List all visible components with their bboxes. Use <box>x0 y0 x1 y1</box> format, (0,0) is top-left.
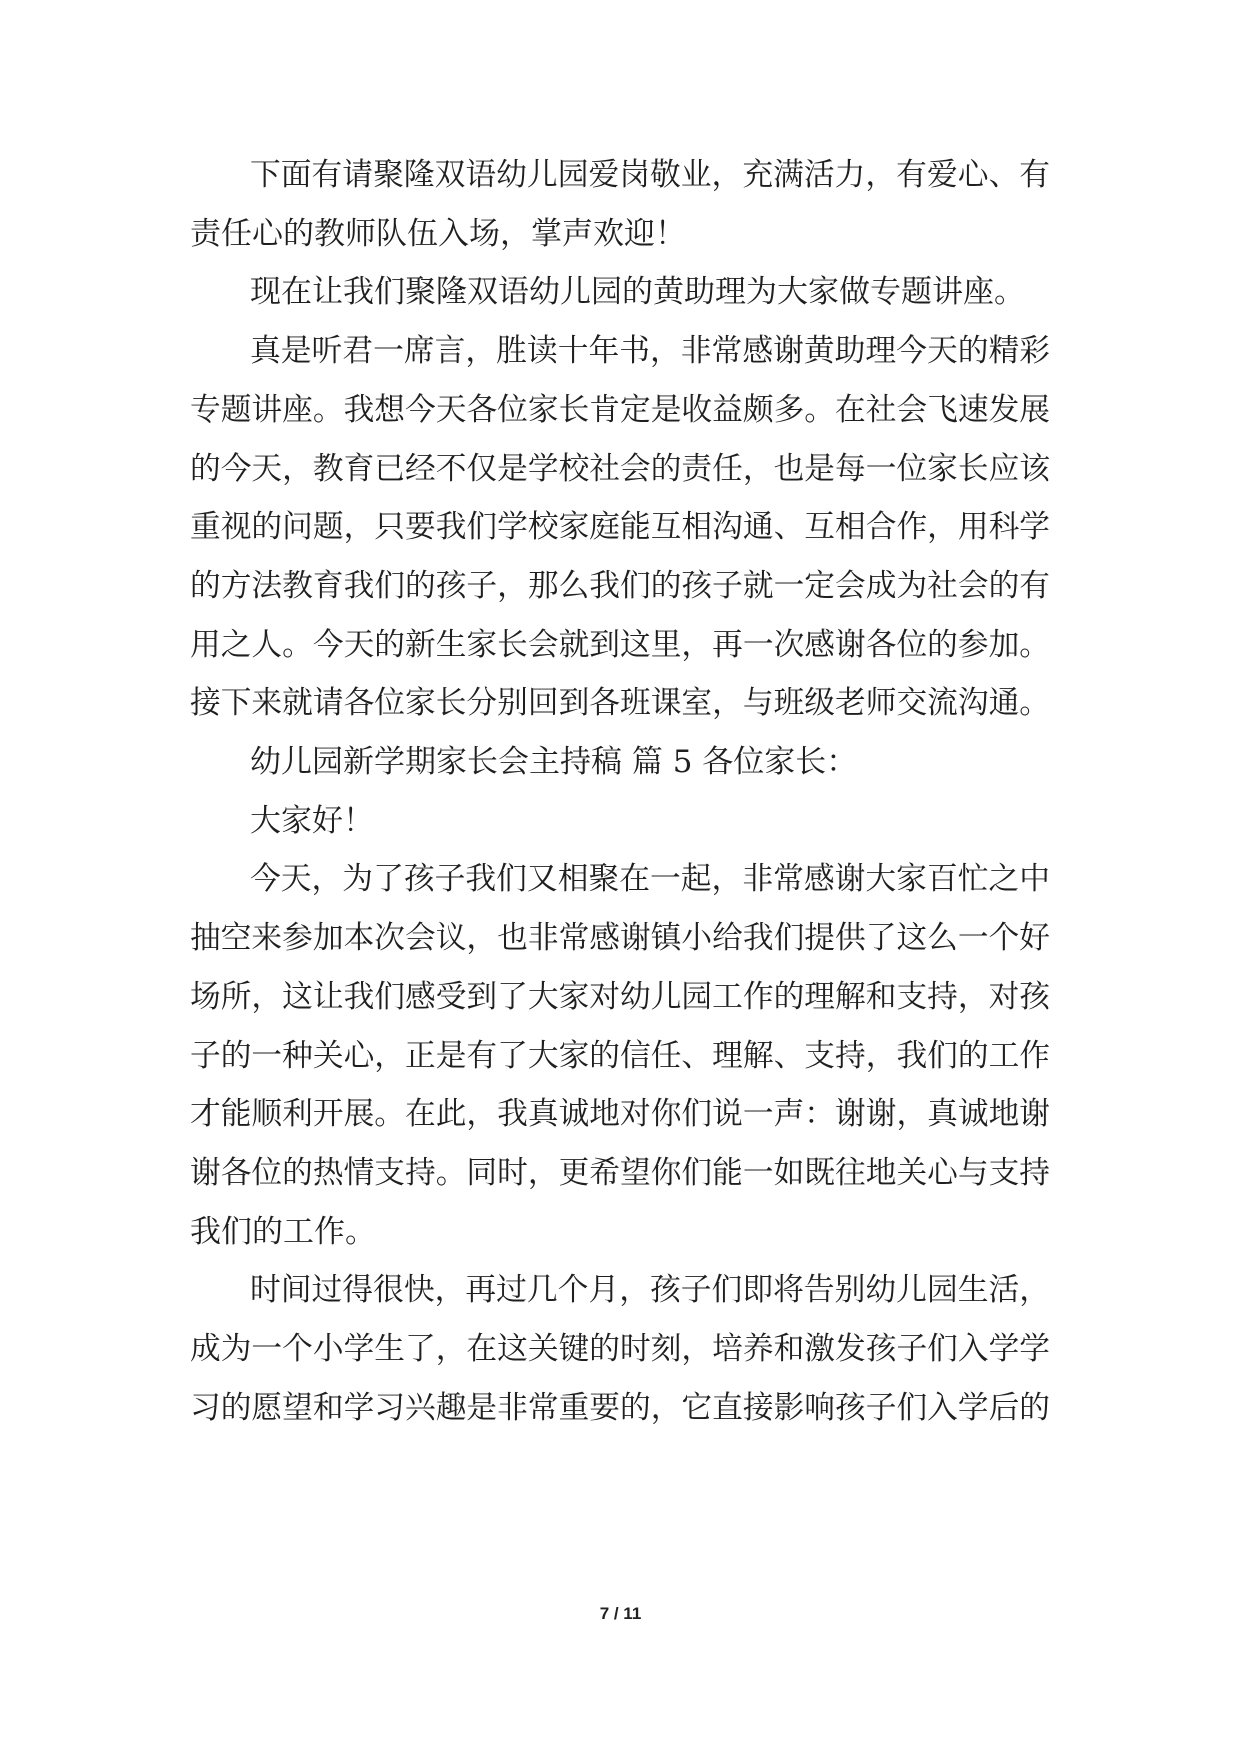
text-line: 我们的工作。 <box>190 1214 376 1250</box>
text-line: 重视的问题，只要我们学校家庭能互相沟通、互相合作，用科学 <box>190 509 1051 545</box>
text-line: 成为一个小学生了，在这关键的时刻，培养和激发孩子们入学学 <box>190 1331 1051 1367</box>
text-line: 时间过得很快，再过几个月，孩子们即将告别幼儿园生活， <box>250 1272 1051 1308</box>
text-line: 谢各位的热情支持。同时，更希望你们能一如既往地关心与支持 <box>190 1155 1051 1191</box>
text-line: 专题讲座。我想今天各位家长肯定是收益颇多。在社会飞速发展 <box>190 392 1051 428</box>
text-line: 今天，为了孩子我们又相聚在一起，非常感谢大家百忙之中 <box>250 861 1051 897</box>
text-line: 大家好！ <box>250 803 374 839</box>
page-number: 7 / 11 <box>599 1604 642 1623</box>
text-line: 场所，这让我们感受到了大家对幼儿园工作的理解和支持，对孩 <box>190 979 1051 1015</box>
text-line: 责任心的教师队伍入场，掌声欢迎！ <box>190 216 686 252</box>
section-heading: 幼儿园新学期家长会主持稿 篇 5 各位家长： <box>250 744 858 780</box>
text-line: 下面有请聚隆双语幼儿园爱岗敬业，充满活力，有爱心、有 <box>250 157 1051 193</box>
text-line: 真是听君一席言，胜读十年书，非常感谢黄助理今天的精彩 <box>250 333 1051 369</box>
text-line: 才能顺利开展。在此，我真诚地对你们说一声：谢谢，真诚地谢 <box>190 1096 1051 1132</box>
text-line: 的方法教育我们的孩子，那么我们的孩子就一定会成为社会的有 <box>190 568 1051 604</box>
text-line: 用之人。今天的新生家长会就到这里，再一次感谢各位的参加。 <box>190 627 1051 663</box>
text-line: 抽空来参加本次会议，也非常感谢镇小给我们提供了这么一个好 <box>190 920 1051 956</box>
text-line: 的今天，教育已经不仅是学校社会的责任，也是每一位家长应该 <box>190 451 1051 487</box>
text-line: 现在让我们聚隆双语幼儿园的黄助理为大家做专题讲座。 <box>250 274 1025 310</box>
text-line: 接下来就请各位家长分别回到各班课室，与班级老师交流沟通。 <box>190 685 1051 721</box>
text-line: 习的愿望和学习兴趣是非常重要的，它直接影响孩子们入学后的 <box>190 1390 1051 1426</box>
text-line: 子的一种关心，正是有了大家的信任、理解、支持，我们的工作 <box>190 1038 1051 1074</box>
